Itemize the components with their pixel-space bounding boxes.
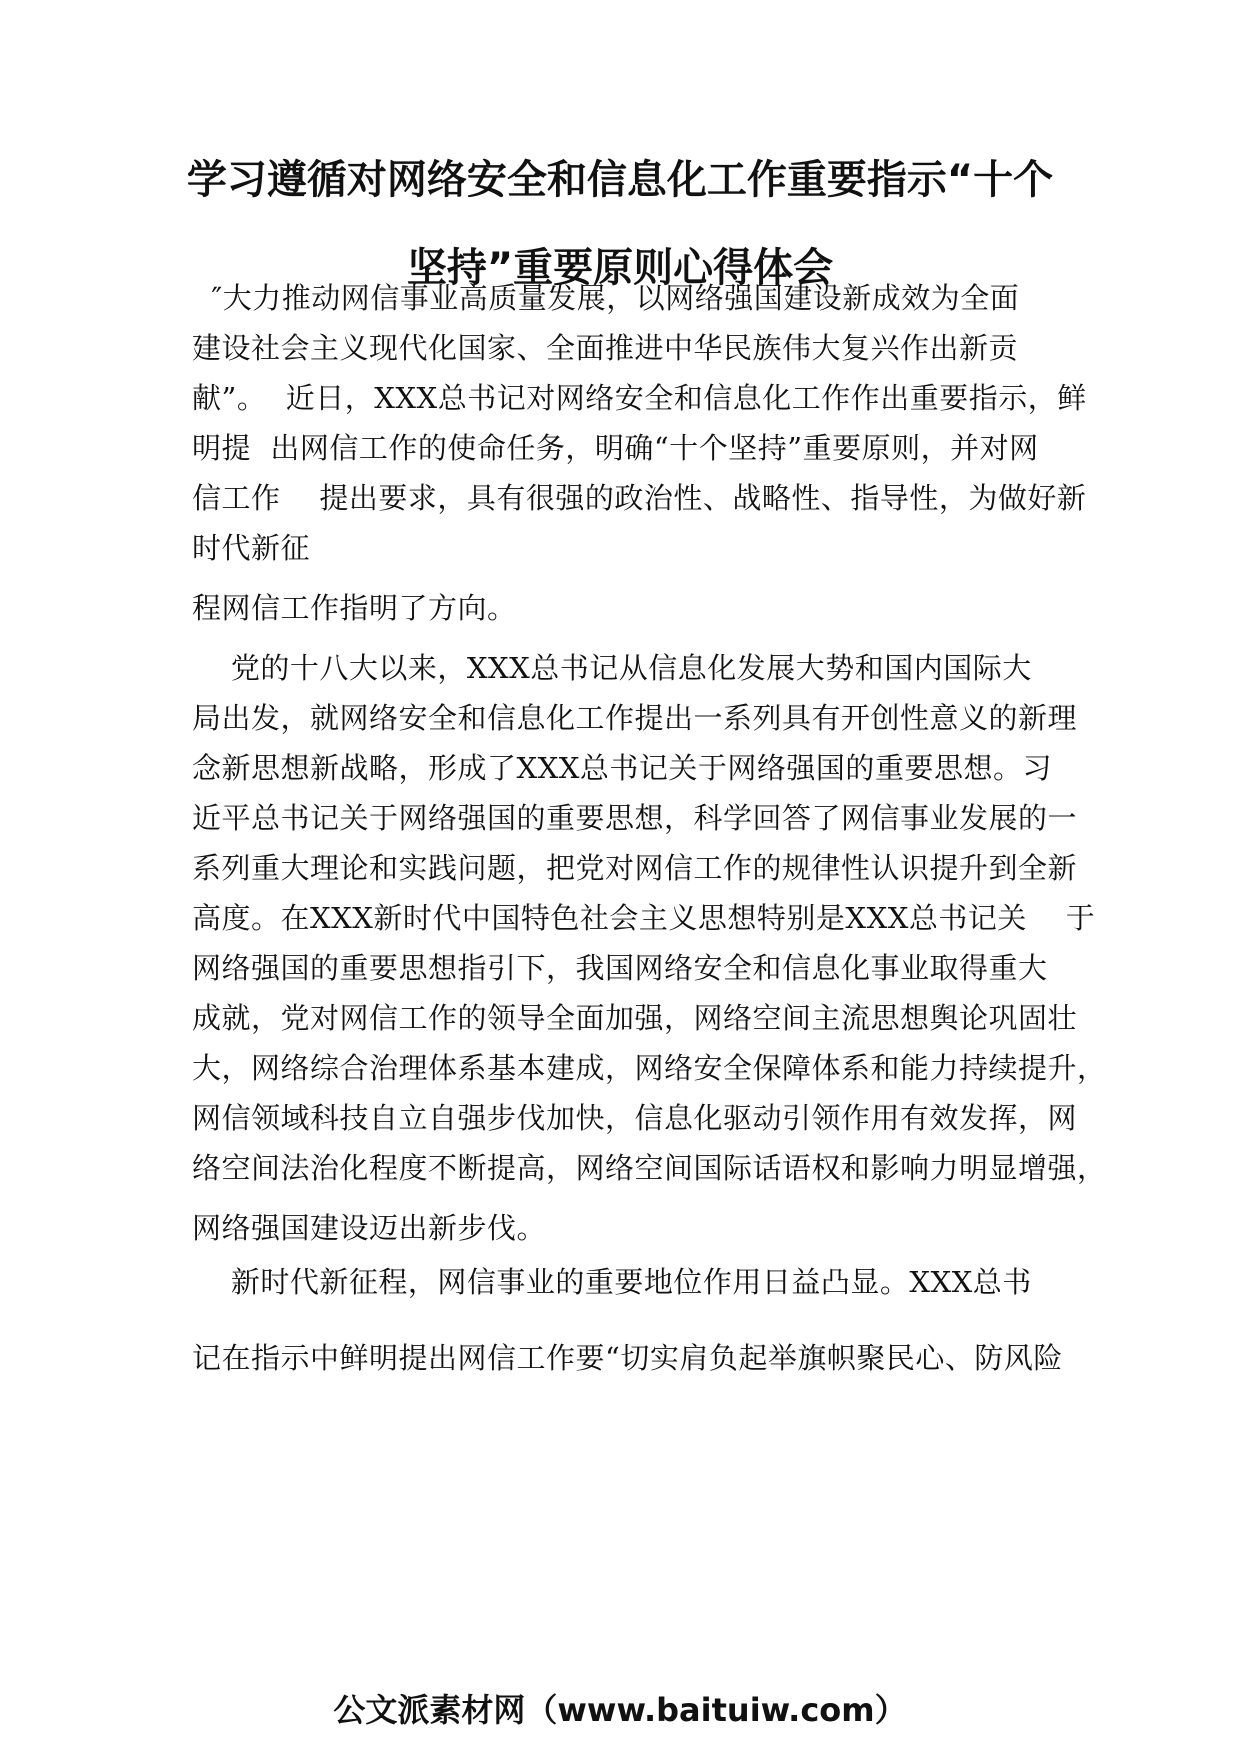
body-text-line: 念新思想新战略，形成了XXX总书记关于网络强国的重要思想。习	[192, 751, 1052, 785]
body-text-line: 记在指示中鲜明提出网信工作要“切实肩负起举旗帜聚民心、防风险	[192, 1341, 1063, 1375]
body-text-line: 网信领域科技自立自强步伐加快，信息化驱动引领作用有效发挥，网	[192, 1101, 1078, 1135]
body-text-line: 高度。在XXX新时代中国特色社会主义思想特别是XXX总书记关 于	[192, 901, 1096, 935]
body-text-line: 网络强国的重要思想指引下，我国网络安全和信息化事业取得重大	[192, 951, 1048, 985]
body-text-line: 网络强国建设迈出新步伐。	[192, 1211, 547, 1245]
body-text-line: 建设社会主义现代化国家、全面推进中华民族伟大复兴作出新贡	[192, 331, 1019, 365]
body-text-line: 系列重大理论和实践问题，把党对网信工作的规律性认识提升到全新	[192, 851, 1078, 885]
body-text-line: 近平总书记关于网络强国的重要思想，科学回答了网信事业发展的一	[192, 801, 1078, 835]
body-text-line: 程网信工作指明了方向。	[192, 591, 517, 625]
document-title-line-1: 学习遵循对网络安全和信息化工作重要指示“十个	[186, 157, 1054, 203]
body-text-line: 时代新征	[192, 531, 311, 565]
body-text-line: 明提 出网信工作的使命任务，明确“十个坚持”重要原则，并对网	[192, 431, 1039, 465]
document-title-line-2: 坚持”重要原则心得体会	[406, 245, 834, 291]
body-text-line: 成就，党对网信工作的领导全面加强，网络空间主流思想舆论巩固壮	[192, 1001, 1078, 1035]
body-text-line: 大，网络综合治理体系基本建成，网络安全保障体系和能力持续提升，	[192, 1051, 1107, 1085]
body-text-line: 信工作 提出要求，具有很强的政治性、战略性、指导性，为做好新	[192, 481, 1087, 515]
body-text-line: 党的十八大以来，XXX总书记从信息化发展大势和国内国际大	[192, 651, 1032, 685]
body-text-line: ″大力推动网信事业高质量发展，以网络强国建设新成效为全面	[192, 281, 1020, 315]
body-text-line: 局出发，就网络安全和信息化工作提出一系列具有开创性意义的新理	[192, 701, 1078, 735]
body-text-line: 新时代新征程，网信事业的重要地位作用日益凸显。XXX总书	[192, 1265, 1032, 1299]
footer-watermark-text: 公文派素材网（www.baituiw.com）	[333, 1691, 907, 1729]
body-text-line: 络空间法治化程度不断提高，网络空间国际话语权和影响力明显增强，	[192, 1151, 1107, 1185]
body-text-line: 献”。 近日，XXX总书记对网络安全和信息化工作作出重要指示，鲜	[192, 381, 1087, 415]
